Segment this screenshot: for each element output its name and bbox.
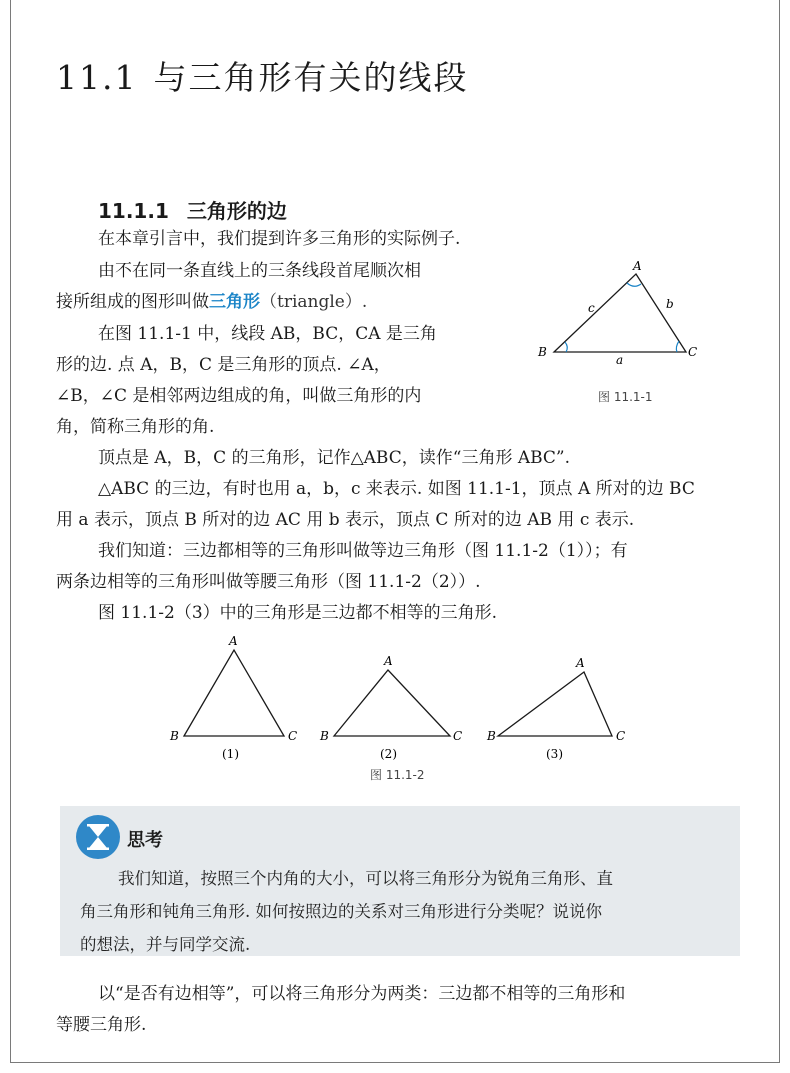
paragraph-classification-line-1: 以“是否有边相等”，可以将三角形分为两类：三边都不相等的三角形和 [98,984,626,1004]
paragraph-types-line-1: 我们知道：三边都相等的三角形叫做等边三角形（图 11.1-2（1））；有 [98,541,628,561]
subsection-title-text: 三角形的边 [186,198,287,223]
figure-11-1-1 [530,258,710,373]
figure-11-1-2-caption: 图 11.1-2 [370,768,425,782]
triangle-2 [334,670,450,736]
paragraph-edges-line-1: 在图 11.1-1 中，线段 AB，BC，CA 是三角 [98,324,437,344]
angle-b-mark [565,342,567,352]
hourglass-icon [76,815,120,859]
paragraph-classification-line-2: 等腰三角形. [56,1015,147,1035]
think-text-line-3: 的想法，并与同学交流. [80,935,251,954]
think-text-line-2: 角三角形和钝角三角形. 如何按照边的关系对三角形进行分类呢？说说你 [80,902,602,921]
tri2-vertex-a: A [384,654,393,668]
section-number: 11.1 [56,58,138,98]
definition-line-2 [56,288,367,317]
think-icon [76,815,120,859]
paragraph-intro: 在本章引言中，我们提到许多三角形的实际例子. [98,229,461,249]
triangle-1 [184,650,284,736]
triangle-3 [498,672,612,736]
angle-a-mark [627,283,641,286]
angle-c-mark [676,341,679,352]
paragraph-edges-line-3: ∠B，∠C 是相邻两边组成的角，叫做三角形的内 [56,386,422,406]
paragraph-edges-line-2: 形的边. 点 A，B，C 是三角形的顶点. ∠A， [56,355,391,375]
paragraph-types-line-2: 两条边相等的三角形叫做等腰三角形（图 11.1-2（2））. [56,572,481,592]
subfigure-2-label: (2) [380,747,397,761]
tri1-vertex-b: B [170,729,179,743]
paragraph-scalene: 图 11.1-2（3）中的三角形是三边都不相等的三角形. [98,603,498,623]
tri3-vertex-b: B [487,729,496,743]
side-a-label: a [616,353,624,367]
section-title-text: 与三角形有关的线段 [153,58,469,98]
section-title [56,52,468,99]
tri2-vertex-b: B [320,729,329,743]
paragraph-sides-line-2: 用 a 表示，顶点 B 所对的边 AC 用 b 表示，顶点 C 所对的边 AB 用 c 表示. [56,510,635,530]
term-english: （triangle）. [260,292,368,312]
paragraph-notation: 顶点是 A，B，C 的三角形，记作△ABC，读作“三角形 ABC”. [98,448,571,468]
vertex-a-label: A [633,259,642,273]
tri1-vertex-c: C [288,729,298,743]
vertex-c-label: C [688,345,698,359]
think-text-line-1: 我们知道，按照三个内角的大小，可以将三角形分为锐角三角形、直 [118,869,613,888]
vertex-b-label: B [538,345,547,359]
subfigure-3-label: (3) [546,747,563,761]
definition-line-1: 由不在同一条直线上的三条线段首尾顺次相 [98,261,421,281]
isosceles-triangle [319,654,462,761]
scalene-triangle [486,656,625,761]
figure-11-1-2 [160,630,640,765]
figure-11-1-1-caption: 图 11.1-1 [598,390,653,404]
subsection-number: 11.1.1 [98,198,169,223]
think-label: 思考 [127,830,163,851]
tri3-vertex-c: C [616,729,626,743]
tri1-vertex-a: A [229,634,238,648]
tri2-vertex-c: C [453,729,463,743]
side-c-label: c [588,301,595,315]
subfigure-1-label: (1) [222,747,239,761]
triangle-abc [554,274,686,352]
tri3-vertex-a: A [576,656,585,670]
subsection-title [98,195,287,224]
paragraph-sides-line-1: △ABC 的三边，有时也用 a，b，c 来表示. 如图 11.1-1，顶点 A 所对的边 BC [98,479,695,499]
paragraph-edges-line-4: 角，简称三角形的角. [56,417,215,437]
definition-text: 接所组成的图形叫做 [56,292,209,312]
term-triangle: 三角形 [209,292,260,312]
equilateral-triangle [169,634,297,761]
side-b-label: b [666,297,674,311]
